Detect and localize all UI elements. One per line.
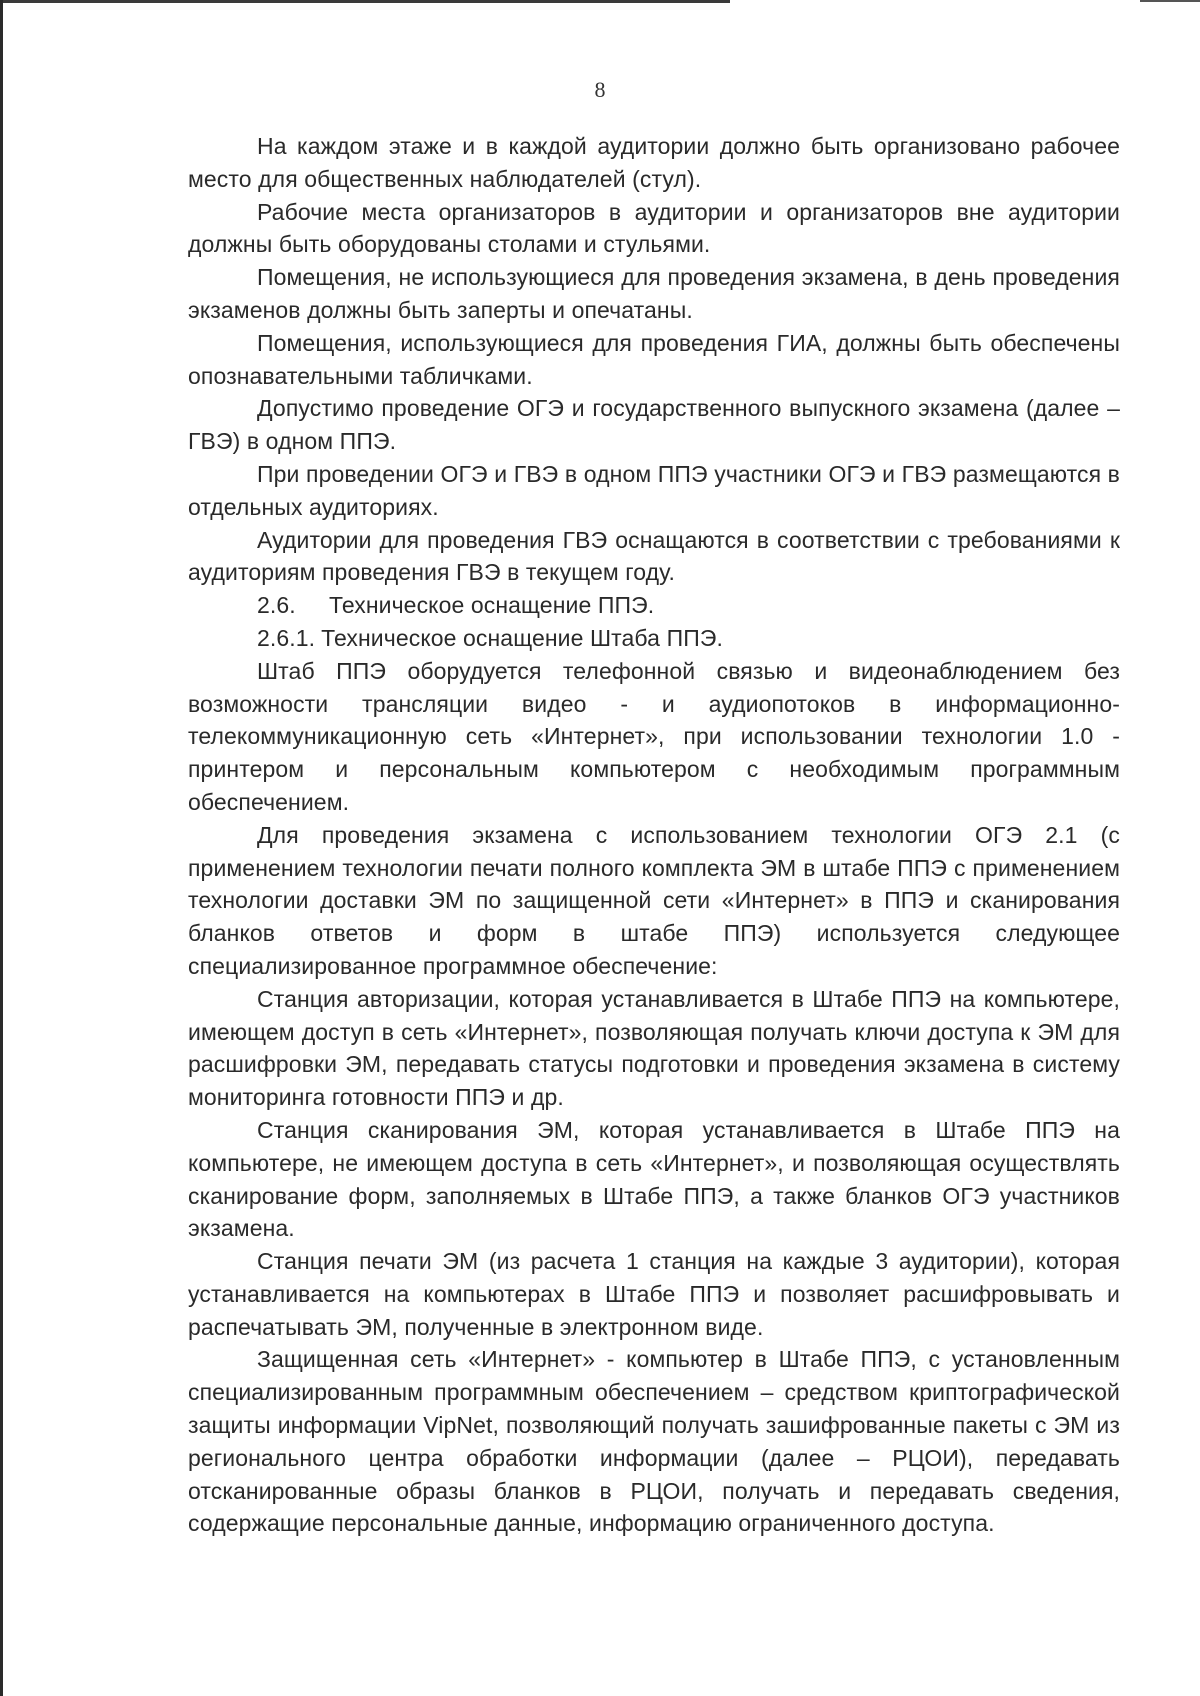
subsection-number: 2.6.1. [257, 624, 316, 651]
scan-border-top [0, 0, 730, 3]
paragraph-secure-network: Защищенная сеть «Интернет» - компьютер в Штабе ППЭ, с установленным специализированным программным обеспечением – средством криптографической защиты информации VipNet, позволяющий получать зашифрованные пакеты с ЭМ из регионального центра обработки информации (далее – РЦОИ), передавать отсканированные образы бланков в РЦОИ, получать и передавать сведения, содержащие персональные данные, информацию ограниченного доступа. [188, 1346, 1120, 1537]
paragraph-observers-workplace: На каждом этаже и в каждой аудитории должно быть организовано рабочее место для общественных наблюдателей (стул). [188, 133, 1120, 192]
paragraph-technology-2-1: Для проведения экзамена с использованием технологии ОГЭ 2.1 (с применением технологии печати полного комплекта ЭМ в штабе ППЭ с применением технологии доставки ЭМ по защищенной сети «Интернет» в ППЭ и сканирования бланков ответов и форм в штабе ППЭ) используется следующее специализированное программное обеспечение: [188, 821, 1120, 979]
paragraph-separate-rooms: При проведении ОГЭ и ГВЭ в одном ППЭ участники ОГЭ и ГВЭ размещаются в отдельных аудиториях. [188, 460, 1120, 520]
page-number: 8 [594, 77, 606, 102]
scan-border-left [0, 0, 3, 1696]
paragraph-scanning-station: Станция сканирования ЭМ, которая устанавливается в Штабе ППЭ на компьютере, не имеющем доступа в сеть «Интернет», и позволяющая осуществлять сканирование форм, заполняемых в Штабе ППЭ, а также бланков ОГЭ участников экзамена. [188, 1116, 1120, 1242]
paragraph-authorization-station: Станция авторизации, которая устанавливается в Штабе ППЭ на компьютере, имеющем доступ в сеть «Интернет», позволяющая получать ключи доступа к ЭМ для расшифровки ЭМ, передавать статусы подготовки и проведения экзамена в систему мониторинга готовности ППЭ и др. [188, 985, 1120, 1111]
scan-border-top-right [1140, 0, 1200, 2]
section-heading-2-6 [188, 589, 1120, 622]
section-heading-2-6-1 [188, 622, 1120, 655]
section-title: Техническое оснащение ППЭ. [329, 592, 655, 619]
section-number: 2.6. [257, 592, 296, 619]
paragraph-oge-gve-allowed: Допустимо проведение ОГЭ и государственного выпускного экзамена (далее – ГВЭ) в одном ППЭ. [188, 395, 1120, 455]
document-body [188, 130, 1120, 1540]
paragraph-gve-equipment: Аудитории для проведения ГВЭ оснащаются в соответствии с требованиями к аудиториям проведения ГВЭ в текущем году. [188, 526, 1120, 586]
paragraph-organizers-workplaces: Рабочие места организаторов в аудитории и организаторов вне аудитории должны быть оборудованы столами и стульями. [188, 198, 1120, 258]
paragraph-printing-station: Станция печати ЭМ (из расчета 1 станция на каждые 3 аудитории), которая устанавливается на компьютерах в Штабе ППЭ и позволяет расшифровывать и распечатывать ЭМ, полученные в электронном виде. [188, 1248, 1120, 1340]
subsection-title: Техническое оснащение Штаба ППЭ. [321, 624, 723, 651]
paragraph-unused-rooms: Помещения, не использующиеся для проведения экзамена, в день проведения экзаменов должны быть заперты и опечатаны. [188, 264, 1120, 323]
paragraph-hq-equipment: Штаб ППЭ оборудуется телефонной связью и видеонаблюдением без возможности трансляции видео - и аудиопотоков в информационно-телекоммуникационную сеть «Интернет», при использовании технологии 1.0 - принтером и персональным компьютером с необходимым программным обеспечением. [188, 657, 1120, 815]
paragraph-room-signs: Помещения, использующиеся для проведения ГИА, должны быть обеспечены опознавательными табличками. [188, 329, 1120, 389]
